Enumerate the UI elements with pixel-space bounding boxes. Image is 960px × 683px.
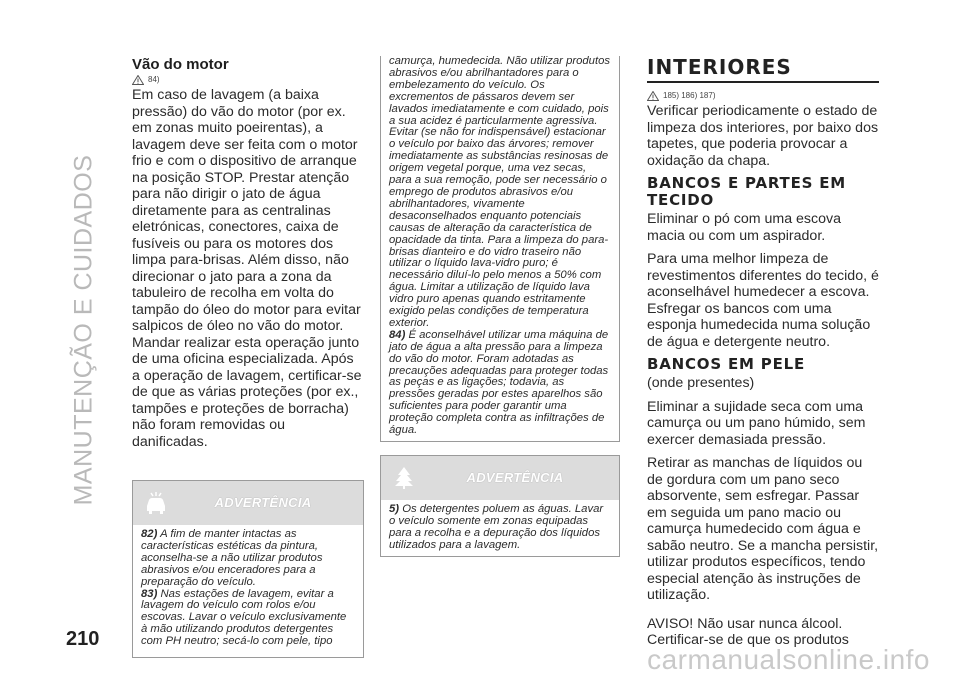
warning-body	[381, 500, 619, 558]
warning-title: ADVERTÊNCIA	[466, 470, 564, 485]
leather-paragraph-3: AVISO! Não usar nunca álcool. Certificar-se de que os produtos	[647, 615, 849, 648]
page-number: 210	[66, 628, 100, 650]
interiors-intro: Verificar periodicamente o estado de limpeza dos interiores, por baixo dos tapetes, que poderia provocar a oxidação da chapa.	[647, 103, 879, 169]
references	[647, 91, 879, 101]
warning-header	[133, 481, 363, 525]
fabric-seats-heading: BANCOS E PARTES EM TECIDO	[647, 174, 847, 209]
section-title: INTERIORES	[647, 55, 792, 79]
warning-title: ADVERTÊNCIA	[214, 495, 312, 510]
item-text: Os detergentes poluem as águas. Lavar o veículo somente em zonas equipadas para a recolha e a depuração dos líquidos utilizados para a lavagem.	[389, 503, 604, 551]
column-1	[132, 56, 364, 658]
watermark: carmanualsonline.info	[647, 644, 930, 675]
engine-bay-heading: Vão do motor	[132, 56, 229, 73]
reference-numbers: 84)	[148, 75, 160, 84]
item-text: Nas estações de lavagem, evitar a lavagem do veículo com rolos e/ou escovas. Lavar o veículo exclusivamente à mão utilizando produtos detergentes com PH neutro; secá-lo com pele, tipo	[141, 587, 347, 648]
item-number: 5)	[389, 503, 400, 515]
title-rule	[647, 81, 879, 83]
reference-numbers: 185) 186) 187)	[663, 91, 716, 100]
leather-paragraph-2: Retirar as manchas de líquidos ou de gordura com um pano seco absorvente, sem esfregar. Passar em seguida um pano macio ou camurça humedecido com água e sabão neutro. Se a mancha persistir, utilizar produtos específicos, tendo especial atenção às instruções de utilização.	[647, 455, 879, 603]
leather-seats-heading: BANCOS EM PELE	[647, 355, 806, 373]
warning-triangle-icon	[647, 91, 659, 101]
warning-body	[133, 525, 363, 654]
item-number: 83)	[141, 587, 158, 600]
chapter-title: MANUTENÇÃO E CUIDADOS	[69, 154, 98, 506]
references	[132, 75, 364, 85]
warning-item	[141, 529, 355, 589]
warning-continuation	[380, 56, 620, 442]
column-3	[647, 56, 879, 649]
warning-item-84	[389, 330, 611, 437]
item-text: A fim de manter intactas as características estéticas da pintura, aconselha-se a não utilizar produtos abrasivos e/ou enceradores para a preparação do veículo.	[141, 528, 323, 588]
column-2	[380, 56, 620, 557]
warning-header	[381, 456, 619, 500]
item-text: É aconselhável utilizar uma máquina de jato de água a alta pressão para a limpeza do vão do motor. Foram adotadas as precauções adequadas para proteger todas as peças e as ligações; todavia, as pressões geradas por estes aparelhos são suficientes para poder garantir uma proteção completa contra as infiltrações de água.	[389, 328, 609, 437]
leather-subtitle: (onde presentes)	[647, 375, 755, 391]
continuation-text: camurça, humedecida. Não utilizar produtos abrasivos e/ou abrilhantadores para o embelezamento do veículo. Os excrementos de pássaros devem ser lavados imediatamente e com cuidado, pois a sua acidez é particularmente agressiva. Evitar (se não for indispensável) estacionar o veículo por baixo das árvores; remover imediatamente as substâncias resinosas de origem vegetal porque, uma vez secas, para a sua remoção, pode ser necessário o emprego de produtos abrasivos e/ou abrilhantadores, vivamente desaconselhados enquanto potenciais causas de alteração da característica de opacidade da tinta. Para a limpeza do para-brisas dianteiro e do vidro traseiro não utilizar o líquido lava-vidro puro; é necessário diluí-lo pelo menos a 50% com água. Limitar a utilização de líquido lava vidro puro apenas quando estritamente exigido pelas condições de temperatura exterior.	[389, 55, 611, 329]
fabric-paragraph-1: Eliminar o pó com uma escova macia ou com um aspirador.	[647, 211, 841, 244]
warning-item	[141, 589, 355, 649]
item-number: 84)	[389, 328, 406, 341]
engine-bay-paragraph: Em caso de lavagem (a baixa pressão) do vão do motor (por ex. em zonas muito poeirentas), a lavagem deve ser feita com o motor frio e com o dispositivo de arranque na posição STOP. Prestar atenção para não dirigir o jato de água diretamente para as centralinas eletrónicas, conectores, caixa de fusíveis ou para os motores dos limpa para-brisas. Além disso, não direcionar o jato para a zona da tabuleiro de recolha em volta do tampão do óleo do motor para evitar salpicos de óleo no vão do motor. Mandar realizar esta operação junto de uma oficina especializada. Após a operação de lavagem, certificar-se de que as várias proteções (por ex., tampões e proteções de borracha) não foram removidas ou danificadas.	[132, 87, 362, 450]
warning-triangle-icon	[132, 75, 144, 85]
fabric-paragraph-2: Para uma melhor limpeza de revestimentos diferentes do tecido, é aconselhável humedecer a escova. Esfregar os bancos com uma esponja humedecida numa solução de água e detergente neutro.	[647, 251, 879, 350]
warning-box	[132, 480, 364, 658]
leather-paragraph-1: Eliminar a sujidade seca com uma camurça ou um pano húmido, sem exercer demasiada pressão.	[647, 398, 866, 448]
item-number: 82)	[141, 528, 158, 540]
environment-warning-box	[380, 455, 620, 557]
